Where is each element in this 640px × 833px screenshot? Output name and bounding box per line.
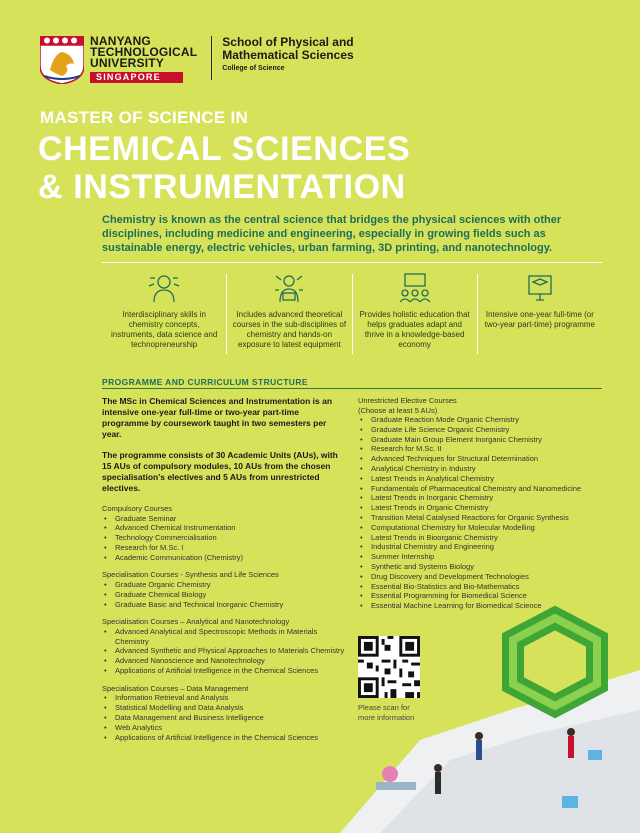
course-item: • Essential Programming for Biomedical Science xyxy=(358,591,608,601)
course-item: • Summer Internship xyxy=(358,552,608,562)
course-item: • Technology Commercialisation xyxy=(102,533,347,543)
page-title xyxy=(38,130,410,206)
course-item: • Graduate Basic and Technical Inorganic Chemistry xyxy=(102,600,347,610)
course-item: • Advanced Chemical Instrumentation xyxy=(102,523,347,533)
feature-text: Intensive one-year full-time (or two-year part-time) programme xyxy=(484,310,595,329)
intro-divider xyxy=(102,262,602,263)
course-item: • Research for M.Sc. II xyxy=(358,444,608,454)
section-title: PROGRAMME AND CURRICULUM STRUCTURE xyxy=(102,377,308,387)
course-item: • Graduate Life Science Organic Chemistry xyxy=(358,425,608,435)
course-item: • Essential Bio-Statistics and Bio-Mathematics xyxy=(358,582,608,592)
course-item: • Latest Trends in Inorganic Chemistry xyxy=(358,493,608,503)
course-item: • Latest Trends in Bioorganic Chemistry xyxy=(358,533,608,543)
course-item: • Applications of Artificial Intelligence in the Chemical Sciences xyxy=(102,733,347,743)
school-line-1: School of Physical and xyxy=(222,35,354,49)
group-title: Specialisation Courses – Analytical and Nanotechnology xyxy=(102,617,290,627)
feature-text: Includes advanced theoretical courses in the sub-disciplines of chemistry and hands-on exposure to latest equipment xyxy=(232,310,347,349)
group-title: Compulsory Courses xyxy=(102,504,173,513)
feature-text: Provides holistic education that helps graduates adapt and thrive in a knowledge-based economy xyxy=(359,310,470,349)
course-item: • Latest Trends in Analytical Chemistry xyxy=(358,474,608,484)
course-item: • Data Management and Business Intelligence xyxy=(102,713,347,723)
course-item: • Transition Metal Catalysed Reactions for Organic Synthesis xyxy=(358,513,608,523)
course-item: • Graduate Seminar xyxy=(102,514,347,524)
university-line-2: TECHNOLOGICAL xyxy=(90,45,198,59)
analytical-nanotechnology-courses xyxy=(102,617,347,675)
course-item: • Essential Machine Learning for Biomedical Science xyxy=(358,601,608,611)
header xyxy=(40,36,354,88)
course-item: • Advanced Nanoscience and Nanotechnology xyxy=(102,656,347,666)
scan-caption: Please scan for more information xyxy=(358,703,415,722)
course-item: • Graduate Main Group Element Inorganic Chemistry xyxy=(358,435,608,445)
graduation-icon xyxy=(522,272,558,304)
course-item: • Graduate Reaction Mode Organic Chemistry xyxy=(358,415,608,425)
course-item: • Advanced Synthetic and Physical Approaches to Materials Chemistry xyxy=(102,646,347,656)
course-item: • Analytical Chemistry in Industry xyxy=(358,464,608,474)
title-line-1: CHEMICAL SCIENCES xyxy=(38,130,411,168)
course-item: • Synthetic and Systems Biology xyxy=(358,562,608,572)
course-item: • Information Retrieval and Analysis xyxy=(102,693,347,703)
course-item: • Latest Trends in Organic Chemistry xyxy=(358,503,608,513)
features-row xyxy=(102,270,602,354)
course-item: • Advanced Techniques for Structural Determination xyxy=(358,454,608,464)
university-line-1: NANYANG xyxy=(90,34,151,48)
university-line-3: UNIVERSITY xyxy=(90,56,165,70)
section-divider xyxy=(102,388,602,389)
qr-code[interactable] xyxy=(358,636,420,698)
title-line-2: & INSTRUMENTATION xyxy=(38,168,406,206)
university-country-badge: SINGAPORE xyxy=(90,72,183,83)
school-line-2: Mathematical Sciences xyxy=(222,48,354,62)
course-item: • Graduate Organic Chemistry xyxy=(102,580,347,590)
feature-interdisciplinary xyxy=(102,270,226,354)
feature-text: Interdisciplinary skills in chemistry concepts, instruments, data science and technopreneurship xyxy=(110,310,218,349)
school-name xyxy=(222,36,353,73)
group-title: Specialisation Courses - Synthesis and Life Sciences xyxy=(102,570,279,580)
course-item: • Academic Communication (Chemistry) xyxy=(102,553,347,563)
intro-paragraph: Chemistry is known as the central science that bridges the physical sciences with other disciplines, including medicine and engineering, especially in growing fields such as sustainable energy, electric vehicles, urban farming, 3D printing, and nanotechnology. xyxy=(102,214,562,254)
programme-overview: The MSc in Chemical Sciences and Instrumentation is an intensive one-year full-time or two-year part-time programme by coursework taught in two semesters per year. xyxy=(102,396,333,439)
course-item: • Web Analytics xyxy=(102,723,347,733)
knowledge-economy-icon xyxy=(397,272,433,304)
hexagon-sculpture xyxy=(513,618,597,706)
course-item: • Drug Discovery and Development Technologies xyxy=(358,572,608,582)
course-item: • Graduate Chemical Biology xyxy=(102,590,347,600)
college-name: College of Science xyxy=(222,65,285,72)
feature-theory xyxy=(227,270,351,354)
course-item: • Industrial Chemistry and Engineering xyxy=(358,542,608,552)
compulsory-courses xyxy=(102,504,347,562)
course-item: • Research for M.Sc. I xyxy=(102,543,347,553)
academic-units: The programme consists of 30 Academic Units (AUs), with 15 AUs of compulsory modules, 10 AUs from the chosen specialisation's electives and 5 AUs from unrestricted electives. xyxy=(102,450,338,493)
feature-intensive xyxy=(478,270,602,354)
left-column xyxy=(102,396,347,750)
course-item: • Advanced Analytical and Spectroscopic Methods in Materials Chemistry xyxy=(102,627,347,647)
course-item: • Computational Chemistry for Molecular Modelling xyxy=(358,523,608,533)
title-prefix: MASTER OF SCIENCE IN xyxy=(40,108,249,127)
feature-holistic xyxy=(353,270,477,354)
course-item: • Statistical Modelling and Data Analysis xyxy=(102,703,347,713)
unrestricted-title: Unrestricted Elective Courses xyxy=(358,396,457,405)
course-item: • Applications of Artificial Intelligence in the Chemical Sciences xyxy=(102,666,347,676)
synthesis-life-sciences-courses xyxy=(102,570,347,609)
theory-courses-icon xyxy=(271,272,307,304)
data-management-courses xyxy=(102,684,347,742)
course-item: • Fundamentals of Pharmaceutical Chemistry and Nanomedicine xyxy=(358,484,608,494)
interdisciplinary-icon xyxy=(146,272,182,304)
university-name xyxy=(90,36,197,83)
group-title: Specialisation Courses – Data Management xyxy=(102,683,249,693)
ntu-crest-icon xyxy=(40,36,84,84)
header-divider xyxy=(211,36,212,80)
unrestricted-subtitle: (Choose at least 5 AUs) xyxy=(358,405,438,415)
